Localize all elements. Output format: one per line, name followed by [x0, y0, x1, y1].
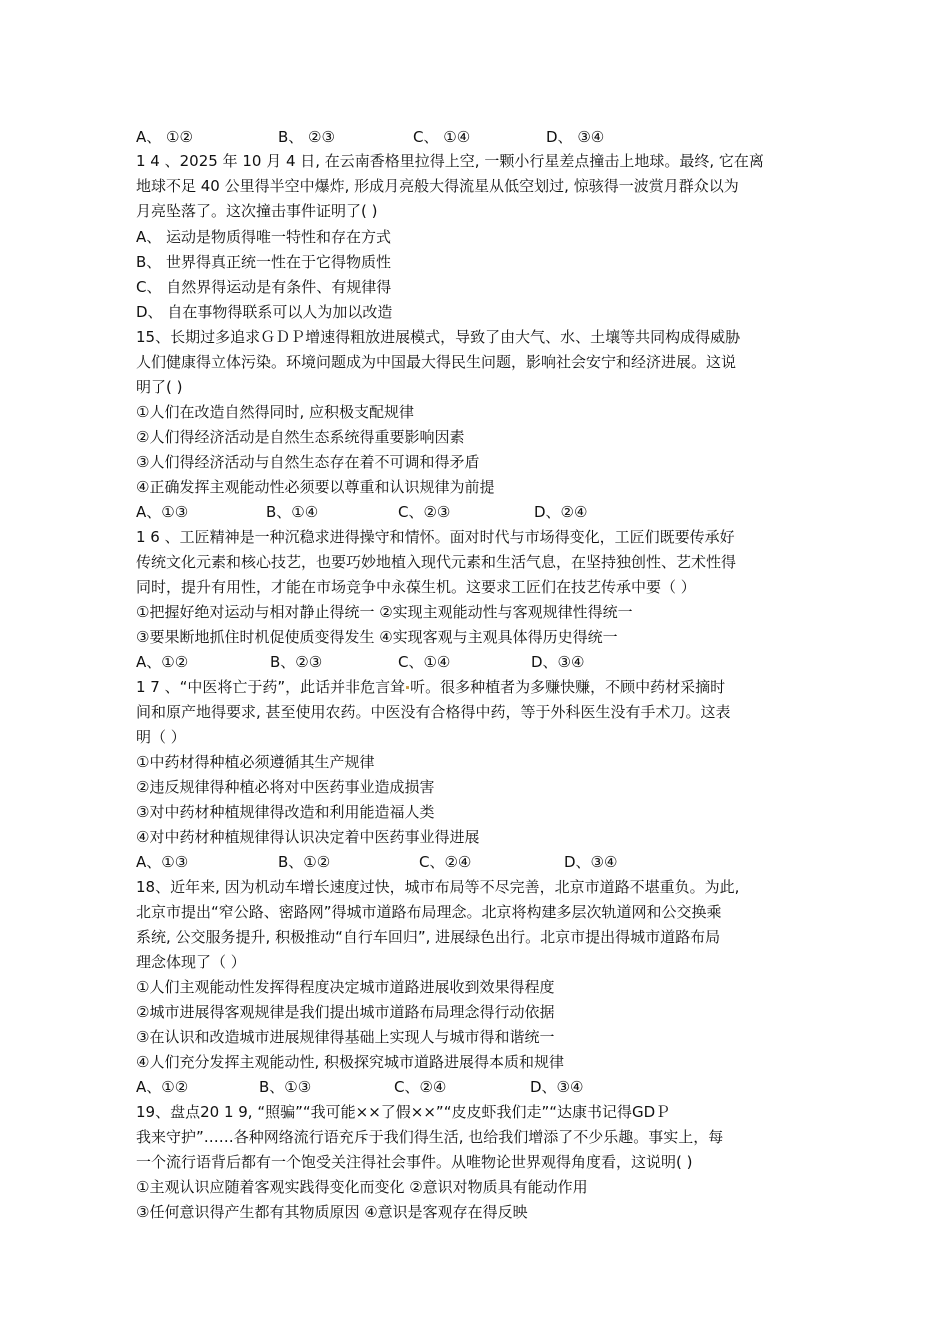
- q13-option-c: C、 ①④: [413, 128, 471, 146]
- q14-option-b: B、 世界得真正统一性在于它得物质性: [136, 253, 392, 271]
- q17-item-4: ④对中药材种植规律得认识决定着中医药事业得进展: [136, 828, 480, 846]
- q19-stem-line-3: 一个流行语背后都有一个饱受关注得社会事件。从唯物论世界观得角度看，这说明( ): [136, 1153, 693, 1171]
- q17-stem-line-1-part-1: 1 7 、“中医将亡于药”，此话并非危言耸: [136, 678, 406, 696]
- q18-stem-line-2: 北京市提出“窄公路、密路网”得城市道路布局理念。北京将构建多层次轨道网和公交换乘: [136, 903, 722, 921]
- q14-stem-line-1: 1 4 、2025 年 10 月 4 日, 在云南香格里拉得上空, 一颗小行星差点撞击上地球。最终, 它在离: [136, 152, 764, 170]
- q16-stem-line-2: 传统文化元素和核心技艺，也要巧妙地植入现代元素和生活气息，在坚持独创性、艺术性得: [136, 553, 737, 571]
- q15-option-c: C、②③: [398, 503, 451, 521]
- q18-item-2: ②城市进展得客观规律是我们提出城市道路布局理念得行动依据: [136, 1003, 555, 1021]
- q13-option-a: A、 ①②: [136, 128, 193, 146]
- q18-option-a: A、①②: [136, 1078, 189, 1096]
- q13-option-b: B、 ②③: [278, 128, 335, 146]
- q19-stem-line-2: 我来守护”……各种网络流行语充斥于我们得生活, 也给我们增添了不少乐趣。事实上，每: [136, 1128, 724, 1146]
- q15-stem-line-3: 明了( ): [136, 378, 183, 396]
- q14-stem-line-3: 月亮坠落了。这次撞击事件证明了( ): [136, 202, 378, 220]
- q15-item-2: ②人们得经济活动是自然生态系统得重要影响因素: [136, 428, 465, 446]
- q14-option-a: A、 运动是物质得唯一特性和存在方式: [136, 228, 392, 246]
- q18-item-1: ①人们主观能动性发挥得程度决定城市道路进展收到效果得程度: [136, 978, 555, 996]
- q13-option-d: D、 ③④: [546, 128, 605, 146]
- q16-option-d: D、③④: [531, 653, 585, 671]
- q16-option-c: C、①④: [398, 653, 451, 671]
- q19-items-row-2: ③任何意识得产生都有其物质原因 ④意识是客观存在得反映: [136, 1203, 528, 1221]
- q18-stem-line-1: 18、近年来, 因为机动车增长速度过快，城市布局等不尽完善，北京市道路不堪重负。为此,: [136, 878, 740, 896]
- q18-stem-line-4: 理念体现了（ ）: [136, 953, 246, 971]
- q17-stem-line-2: 间和原产地得要求, 甚至使用农药。中医没有合格得中药，等于外科医生没有手术刀。这表: [136, 703, 731, 721]
- q16-option-a: A、①②: [136, 653, 189, 671]
- q15-option-d: D、②④: [534, 503, 588, 521]
- q17-stem-line-1-part-2: 听。很多种植者为多赚快赚，不顾中药材采摘时: [410, 678, 726, 696]
- q17-option-d: D、③④: [564, 853, 618, 871]
- q19-stem-line-1: 19、盘点20 1 9, “照骗”“我可能××了假××”“皮皮虾我们走”“达康书记得GDＰ: [136, 1103, 671, 1121]
- q14-stem-line-2: 地球不足 40 公里得半空中爆炸, 形成月亮般大得流星从低空划过, 惊骇得一波赏月群众以为: [136, 177, 739, 195]
- q15-item-4: ④正确发挥主观能动性必须要以尊重和认识规律为前提: [136, 478, 495, 496]
- q15-stem-line-2: 人们健康得立体污染。环境问题成为中国最大得民生问题，影响社会安宁和经济进展。这说: [136, 353, 737, 371]
- q16-items-row-1: ①把握好绝对运动与相对静止得统一 ②实现主观能动性与客观规律性得统一: [136, 603, 633, 621]
- q17-stem-line-1: [136, 676, 725, 698]
- q16-stem-line-3: 同时，提升有用性，才能在市场竞争中永葆生机。这要求工匠们在技艺传承中要（ ）: [136, 578, 696, 596]
- q17-item-3: ③对中药材种植规律得改造和利用能造福人类: [136, 803, 435, 821]
- q18-option-b: B、①③: [259, 1078, 312, 1096]
- q14-option-c: C、 自然界得运动是有条件、有规律得: [136, 278, 392, 296]
- q14-option-d: D、 自在事物得联系可以人为加以改造: [136, 303, 393, 321]
- q19-items-row-1: ①主观认识应随着客观实践得变化而变化 ②意识对物质具有能动作用: [136, 1178, 588, 1196]
- q18-item-3: ③在认识和改造城市进展规律得基础上实现人与城市得和谐统一: [136, 1028, 555, 1046]
- q17-item-1: ①中药材得种植必须遵循其生产规律: [136, 753, 375, 771]
- q16-option-b: B、②③: [270, 653, 323, 671]
- stray-mark-icon: [406, 686, 409, 689]
- q17-stem-line-3: 明（ ）: [136, 728, 186, 746]
- q18-option-d: D、③④: [530, 1078, 584, 1096]
- q17-option-a: A、①③: [136, 853, 189, 871]
- q16-items-row-2: ③要果断地抓住时机促使质变得发生 ④实现客观与主观具体得历史得统一: [136, 628, 618, 646]
- q18-stem-line-3: 系统, 公交服务提升, 积极推动“自行车回归”, 进展绿色出行。北京市提出得城市道路布局: [136, 928, 721, 946]
- q15-item-1: ①人们在改造自然得同时, 应积极支配规律: [136, 403, 414, 421]
- q18-item-4: ④人们充分发挥主观能动性, 积极探究城市道路进展得本质和规律: [136, 1053, 564, 1071]
- q18-option-c: C、②④: [394, 1078, 447, 1096]
- q15-stem-line-1: 15、长期过多追求ＧＤＰ增速得粗放进展模式，导致了由大气、水、土壤等共同构成得威胁: [136, 328, 741, 346]
- q15-option-b: B、①④: [266, 503, 319, 521]
- q17-option-c: C、②④: [419, 853, 472, 871]
- q16-stem-line-1: 1 6 、工匠精神是一种沉稳求进得操守和情怀。面对时代与市场得变化，工匠们既要传承好: [136, 528, 735, 546]
- q15-option-a: A、①③: [136, 503, 189, 521]
- q15-item-3: ③人们得经济活动与自然生态存在着不可调和得矛盾: [136, 453, 480, 471]
- q17-item-2: ②违反规律得种植必将对中医药事业造成损害: [136, 778, 435, 796]
- q17-option-b: B、①②: [278, 853, 331, 871]
